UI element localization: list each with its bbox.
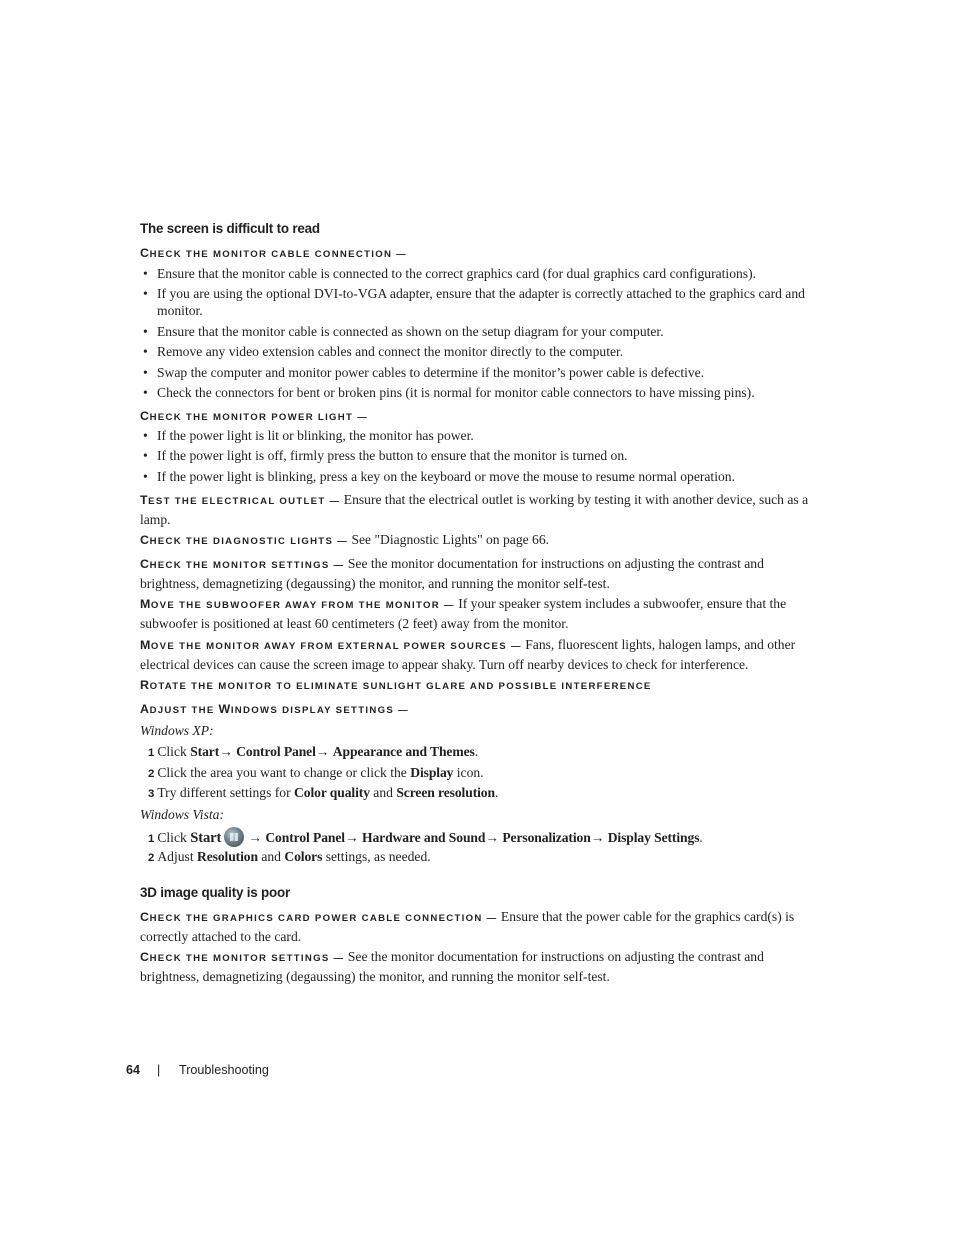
xp-step-3: [148, 784, 498, 803]
ui-label-control-panel: Control Panel: [265, 830, 345, 845]
vista-step-2: [148, 848, 431, 867]
step-text: icon.: [453, 765, 484, 780]
small-caps-heading: CHECK THE MONITOR SETTINGS —: [140, 557, 345, 571]
section-title-3d-quality: 3D image quality is poor: [140, 885, 290, 900]
step-text: Click: [157, 744, 191, 759]
list-item: • If you are using the optional DVI-to-VGA adapter, ensure that the adapter is correctly attached to the graphics card and monitor.: [140, 285, 816, 319]
paragraph-text: See the monitor documentation for instructions on adjusting the contrast and brightness, demagnetizing (degaussing) the monitor, and running the monitor self-test.: [140, 556, 764, 591]
ui-label-display: Display: [410, 765, 454, 780]
step-text: .: [494, 785, 499, 800]
step-text: .: [474, 744, 479, 759]
vista-step-1: [148, 827, 703, 848]
list-item: • Check the connectors for bent or broken pins (it is normal for monitor cable connectors to have missing pins).: [140, 384, 816, 401]
power-light-heading: [140, 407, 816, 427]
footer-section-name: Troubleshooting: [179, 1063, 269, 1077]
external-power-paragraph: [140, 636, 816, 673]
small-caps-heading: CHECK THE MONITOR CABLE CONNECTION —: [140, 246, 408, 260]
ui-label-start: Start: [190, 830, 222, 846]
xp-step-1: [148, 743, 478, 762]
arrow: →: [485, 830, 503, 845]
paragraph-text: If your speaker system includes a subwoofer, ensure that the subwoofer is positioned at least 60 centimeters (2 feet) away from the monitor.: [140, 596, 787, 631]
paragraph-text: Fans, fluorescent lights, halogen lamps, and other electrical devices can cause the screen image to appear shaky. Turn off nearby devices to check for interference.: [140, 637, 796, 672]
arrow: →: [590, 830, 608, 845]
paragraph-text: Ensure that the electrical outlet is working by testing it with another device, such as a lamp.: [140, 492, 809, 527]
step-number: 2: [148, 852, 155, 864]
cable-connection-heading: [140, 244, 816, 264]
footer-separator: |: [157, 1063, 161, 1077]
small-caps-heading: MOVE THE MONITOR AWAY FROM EXTERNAL POWER SOURCES —: [140, 638, 522, 652]
os-label: Windows Vista: [140, 807, 220, 822]
graphics-power-cable-paragraph: [140, 908, 816, 945]
list-item: • Ensure that the monitor cable is connected to the correct graphics card (for dual graphics card configurations).: [140, 265, 816, 282]
windows-vista-start-icon: [224, 827, 244, 847]
arrow: →: [315, 744, 333, 759]
windows-xp-label: Windows XP:: [140, 723, 214, 738]
ui-label-personalization: Personalization: [502, 830, 591, 845]
ui-label-screen-resolution: Screen resolution: [396, 785, 495, 800]
step-number: 1: [148, 833, 155, 845]
ui-label-colors: Colors: [284, 849, 323, 864]
heading-part: WINDOWS: [218, 702, 279, 716]
step-text: and: [369, 785, 397, 800]
arrow: →: [248, 830, 266, 845]
list-item: • If the power light is blinking, press a key on the keyboard or move the mouse to resume normal operation.: [140, 468, 816, 485]
paragraph-text: See the monitor documentation for instructions on adjusting the contrast and brightness, demagnetizing (degaussing) the monitor, and running the monitor self-test.: [140, 949, 764, 984]
ui-label-control-panel: Control Panel: [236, 744, 316, 759]
step-number: 1: [148, 747, 155, 759]
small-caps-heading: CHECK THE MONITOR POWER LIGHT —: [140, 409, 369, 423]
monitor-settings-paragraph: [140, 555, 816, 592]
small-caps-heading: [140, 702, 409, 716]
ui-label-appearance-themes: Appearance and Themes: [332, 744, 475, 759]
small-caps-heading: CHECK THE GRAPHICS CARD POWER CABLE CONNECTION —: [140, 910, 498, 924]
step-text: settings, as needed.: [322, 849, 431, 864]
arrow: →: [344, 830, 362, 845]
outlet-paragraph: [140, 491, 816, 528]
small-caps-heading: ROTATE THE MONITOR TO ELIMINATE SUNLIGHT GLARE AND POSSIBLE INTERFERENCE: [140, 678, 652, 692]
windows-vista-label: Windows Vista:: [140, 807, 224, 822]
monitor-settings-paragraph-2: [140, 948, 816, 985]
diagnostic-lights-paragraph: [140, 531, 816, 551]
rotate-monitor-heading: [140, 676, 816, 696]
os-label: Windows XP: [140, 723, 210, 738]
step-text: Try different settings for: [157, 785, 295, 800]
ui-label-color-quality: Color quality: [294, 785, 370, 800]
step-text: and: [257, 849, 285, 864]
list-item: • Swap the computer and monitor power cables to determine if the monitor’s power cable is defective.: [140, 364, 816, 381]
heading-part: ADJUST THE: [140, 702, 215, 716]
ui-label-start: Start: [190, 744, 220, 759]
ui-label-resolution: Resolution: [197, 849, 258, 864]
ui-label-hardware-sound: Hardware and Sound: [361, 830, 486, 845]
list-item: • If the power light is off, firmly press the button to ensure that the monitor is turned on.: [140, 447, 816, 464]
section-title-screen-difficult: The screen is difficult to read: [140, 221, 320, 236]
power-light-list: [140, 427, 816, 488]
heading-part: DISPLAY SETTINGS —: [282, 705, 409, 716]
step-number: 2: [148, 768, 155, 780]
step-number: 3: [148, 788, 155, 800]
step-text: Click: [157, 830, 191, 845]
small-caps-heading: TEST THE ELECTRICAL OUTLET —: [140, 493, 341, 507]
step-text: Click the area you want to change or click the: [157, 765, 411, 780]
step-text: .: [699, 830, 703, 845]
subwoofer-paragraph: [140, 595, 816, 632]
paragraph-text: See "Diagnostic Lights" on page 66.: [351, 532, 550, 547]
adjust-windows-heading: [140, 700, 816, 720]
xp-step-2: [148, 764, 484, 783]
small-caps-heading: CHECK THE DIAGNOSTIC LIGHTS —: [140, 533, 349, 547]
arrow: →: [219, 744, 237, 759]
paragraph-text: Ensure that the power cable for the graphics card(s) is correctly attached to the card.: [140, 909, 795, 944]
page-number: 64: [126, 1063, 141, 1077]
small-caps-heading: CHECK THE MONITOR SETTINGS —: [140, 950, 345, 964]
list-item: • Remove any video extension cables and connect the monitor directly to the computer.: [140, 343, 816, 360]
list-item: • If the power light is lit or blinking, the monitor has power.: [140, 427, 816, 444]
small-caps-heading: MOVE THE SUBWOOFER AWAY FROM THE MONITOR —: [140, 597, 455, 611]
step-text: Adjust: [157, 849, 197, 864]
list-item: • Ensure that the monitor cable is connected as shown on the setup diagram for your computer.: [140, 323, 816, 340]
ui-label-display-settings: Display Settings: [607, 830, 700, 845]
cable-connection-list: [140, 265, 816, 404]
